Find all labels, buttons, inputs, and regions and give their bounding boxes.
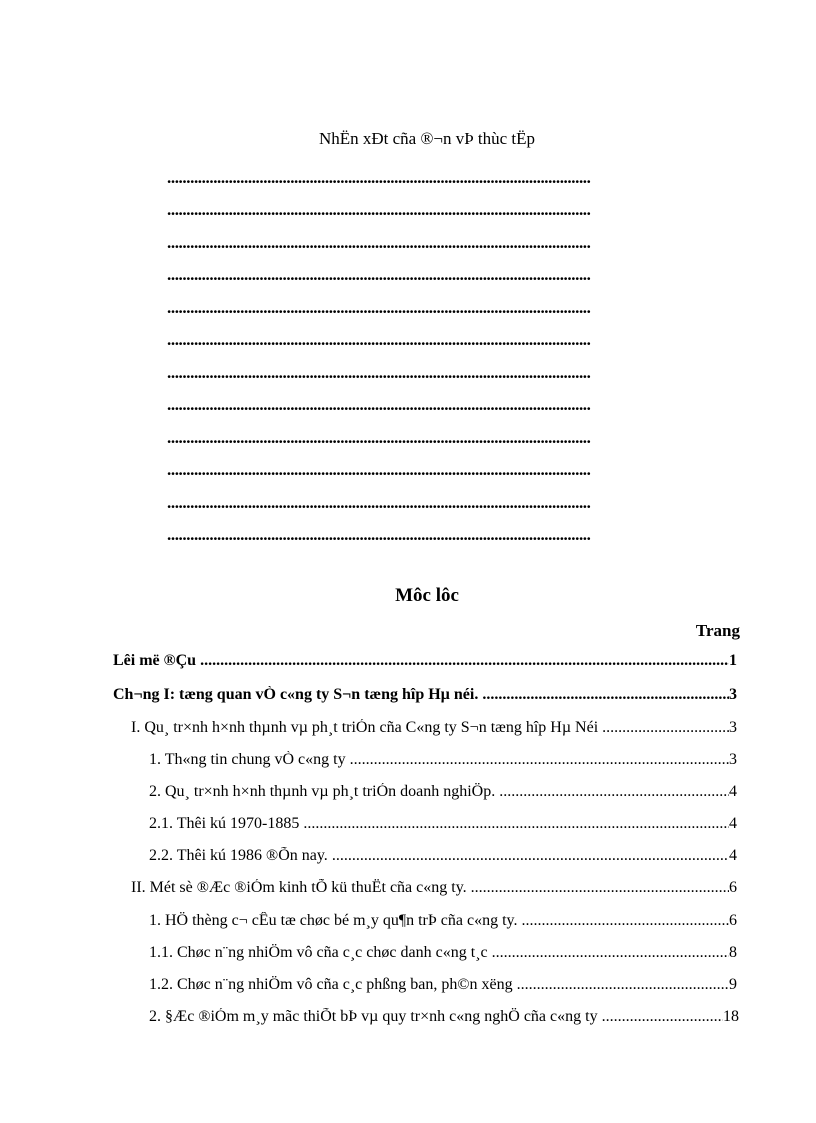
dot-line-text: .............................................................................................................. [167, 200, 591, 219]
toc-leader-dots [602, 1008, 723, 1026]
dot-line-text: .............................................................................................................. [167, 460, 591, 479]
toc-entry-line [113, 652, 737, 670]
toc-leader-dots [499, 783, 729, 801]
toc-entry-text: 1. Th«ng tin chung vÒ c«ng ty [149, 751, 346, 768]
toc-entry-line [149, 847, 737, 865]
toc-entry-line [149, 751, 737, 769]
toc-entry-text: Ch¬ng I: tæng quan vÒ c«ng ty S¬n tæng hîp Hµ néi. [113, 686, 479, 703]
toc-entry-text: II. Mét sè ®Æc ®iÓm kinh tÕ kü thuËt cña c«ng ty. [131, 879, 467, 896]
dot-line [167, 323, 708, 356]
dot-line-text: .............................................................................................................. [167, 265, 591, 284]
toc-entry[interactable] [0, 1008, 816, 1038]
dot-line-text: .............................................................................................................. [167, 297, 591, 317]
toc-entry-page: 3 [729, 751, 737, 768]
toc-entry-text: Lêi më ®Çu [113, 652, 197, 669]
toc-entry-text: 1. HÖ thèng c¬ cÊu tæ chøc bé m¸y qu¶n trÞ cña c«ng ty. [149, 912, 518, 929]
toc-entry[interactable] [0, 912, 816, 942]
toc-entry-page: 3 [729, 686, 737, 703]
toc-entry[interactable] [0, 783, 816, 813]
toc-entry-line [131, 719, 737, 737]
toc-leader-dots [492, 944, 729, 962]
toc-entry[interactable] [0, 719, 816, 749]
toc-entry[interactable] [0, 976, 816, 1006]
toc-entry-text: 2.2. Thêi kú 1986 ®Õn nay. [149, 847, 328, 864]
toc-leader-dots [517, 976, 729, 994]
toc-entry-text: 2. §Æc ®iÓm m¸y mãc thiÕt bÞ vµ quy tr×nh c«ng nghÖ cña c«ng ty [149, 1008, 598, 1025]
dot-line-text: .............................................................................................................. [167, 525, 591, 544]
dot-line [167, 453, 708, 486]
toc-entry-text: 2.1. Thêi kú 1970-1885 [149, 815, 300, 832]
toc-entry[interactable] [0, 686, 816, 716]
toc-entry-line [149, 783, 737, 801]
dot-line [167, 160, 708, 193]
toc-entry-page: 18 [723, 1008, 739, 1025]
toc-entry[interactable] [0, 652, 816, 682]
dot-line [167, 258, 708, 291]
dot-line [167, 485, 708, 518]
toc-entry-page: 4 [729, 847, 737, 864]
dot-line [167, 420, 708, 453]
dot-line-text: .............................................................................................................. [167, 427, 591, 447]
toc-title: Môc lôc [395, 585, 459, 606]
toc-entry-page: 4 [729, 815, 737, 832]
toc-entry[interactable] [0, 879, 816, 909]
toc-entry-text: 2. Qu¸ tr×nh h×nh thµnh vµ ph¸t triÓn doanh nghiÖp. [149, 783, 496, 800]
toc-entry-text: 1.2. Chøc n¨ng nhiÖm vô cña c¸c phßng ban, ph©n xëng [149, 976, 513, 993]
dot-line-text: .............................................................................................................. [167, 492, 591, 512]
toc-entry-line [113, 686, 737, 704]
toc-entry-line [131, 879, 737, 897]
dot-line-text: .............................................................................................................. [167, 167, 591, 187]
toc-entry-text: I. Qu¸ tr×nh h×nh thµnh vµ ph¸t triÓn cña C«ng ty S¬n tæng hîp Hµ Néi [131, 719, 599, 736]
toc-entry-page: 6 [729, 912, 737, 929]
toc-entry[interactable] [0, 847, 816, 877]
toc-entry-line [149, 815, 737, 833]
toc-entry-page: 3 [729, 719, 737, 736]
dot-line [167, 225, 708, 258]
toc-leader-dots [482, 686, 729, 704]
toc-entry[interactable] [0, 944, 816, 974]
toc-entry-line [149, 944, 737, 962]
toc-entry[interactable] [0, 815, 816, 845]
toc-entry-page: 1 [729, 652, 737, 669]
toc-leader-dots [602, 719, 729, 737]
toc-leader-dots [332, 847, 729, 865]
dot-line-text: .............................................................................................................. [167, 395, 591, 414]
dot-line [167, 388, 708, 421]
dot-line-text: .............................................................................................................. [167, 362, 591, 382]
toc-leader-dots [350, 751, 729, 769]
toc-entry-page: 6 [729, 879, 737, 896]
dot-line [167, 355, 708, 388]
toc-entry-page: 8 [729, 944, 737, 961]
dot-line-text: .............................................................................................................. [167, 232, 591, 252]
dot-line [167, 290, 708, 323]
toc-entry-line [149, 912, 737, 930]
toc-entry-line [149, 1008, 739, 1026]
toc-entry[interactable] [0, 751, 816, 781]
review-dot-lines [167, 160, 708, 550]
toc-leader-dots [200, 652, 729, 670]
toc-leader-dots [471, 879, 729, 897]
toc-entry-line [149, 976, 737, 994]
toc-leader-dots [521, 912, 729, 930]
toc-entry-text: 1.1. Chøc n¨ng nhiÖm vô cña c¸c chøc danh c«ng t¸c [149, 944, 488, 961]
dot-line [167, 518, 708, 551]
dot-line-text: .............................................................................................................. [167, 330, 591, 349]
dot-line [167, 193, 708, 226]
toc-entry-page: 4 [729, 783, 737, 800]
toc-page-header: Trang [695, 621, 740, 640]
toc-entry-page: 9 [729, 976, 737, 993]
review-title: NhËn xÐt cña ®¬n vÞ thùc tËp [318, 129, 536, 148]
toc-leader-dots [303, 815, 729, 833]
